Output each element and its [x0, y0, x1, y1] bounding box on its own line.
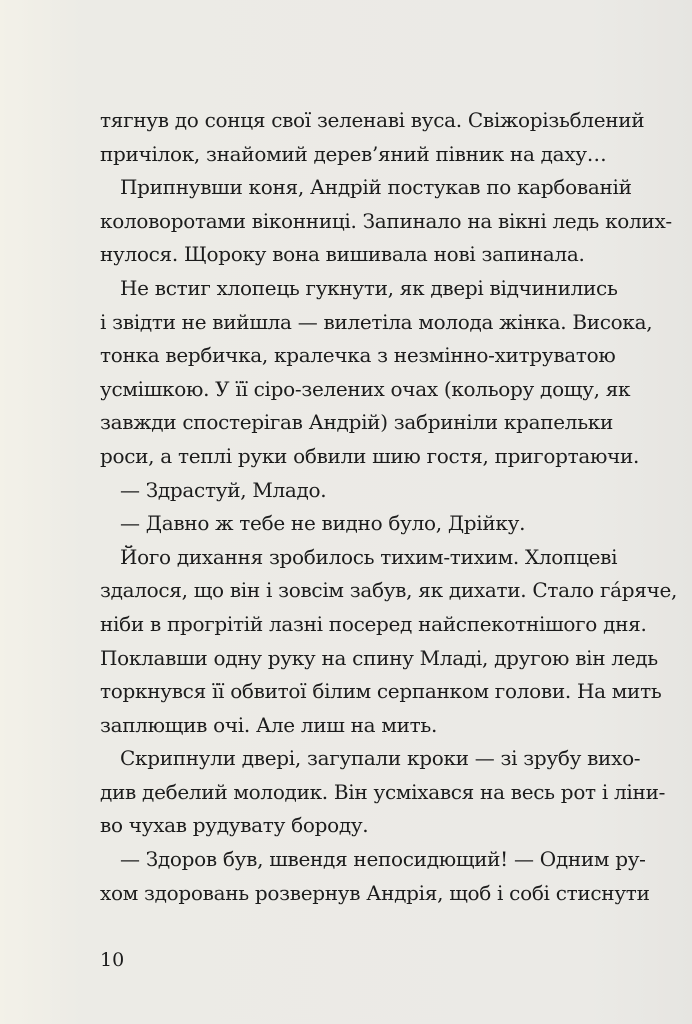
text-line: заплющив очі. Але лиш на мить. [100, 712, 438, 737]
text-line: нулося. Щороку вона вишивала нові запинала. [100, 242, 585, 267]
body-text [100, 104, 678, 910]
page-number: 10 [100, 949, 125, 971]
text-line: завжди спостерігав Андрій) забриніли крапельки [100, 410, 614, 435]
text-line: причілок, знайомий дерев’яний півник на даху… [100, 141, 607, 166]
text-line: торкнувся її обвитої білим серпанком голови. На мить [100, 679, 662, 704]
text-line: во чухав рудувату бороду. [100, 813, 369, 838]
text-line: Скрипнули двері, загупали кроки — зі зрубу вихо- [120, 746, 641, 771]
text-line: — Давно ж тебе не видно було, Дрійку. [120, 511, 526, 536]
text-line: роси, а теплі руки обвили шию гостя, пригортаючи. [100, 443, 640, 468]
text-line: — Здоров був, швендя непосидющий! — Одним ру- [120, 847, 646, 872]
text-line: Припнувши коня, Андрій постукав по карбованій [120, 175, 632, 200]
text-line: тягнув до сонця свої зеленаві вуса. Свіжорізьблений [100, 108, 645, 132]
text-line: Поклавши одну руку на спину Младі, другою він ледь [100, 645, 658, 670]
text-line: ніби в прогрітій лазні посеред найспекотнішого дня. [100, 611, 647, 636]
text-line: тонка вербичка, кралечка з незмінно-хитруватою [100, 343, 616, 368]
text-line: хом здоровань розвернув Андрія, щоб і собі стиснути [100, 880, 650, 905]
text-line: Його дихання зробилось тихим-тихим. Хлопцеві [120, 544, 618, 569]
text-line: коловоротами віконниці. Запинало на вікні ледь колих- [100, 208, 672, 233]
text-line: Не встиг хлопець гукнути, як двері відчинились [120, 275, 618, 300]
text-line: здалося, що він і зовсім забув, як дихати. Стало гáряче, [100, 578, 678, 603]
text-line: див дебелий молодик. Він усміхався на весь рот і ліни- [100, 779, 666, 804]
text-line: усмішкою. У її сіро-зелених очах (кольору дощу, як [100, 376, 631, 401]
text-line: і звідти не вийшла — вилетіла молода жінка. Висока, [100, 309, 653, 334]
text-line: — Здрастуй, Младо. [120, 477, 327, 502]
